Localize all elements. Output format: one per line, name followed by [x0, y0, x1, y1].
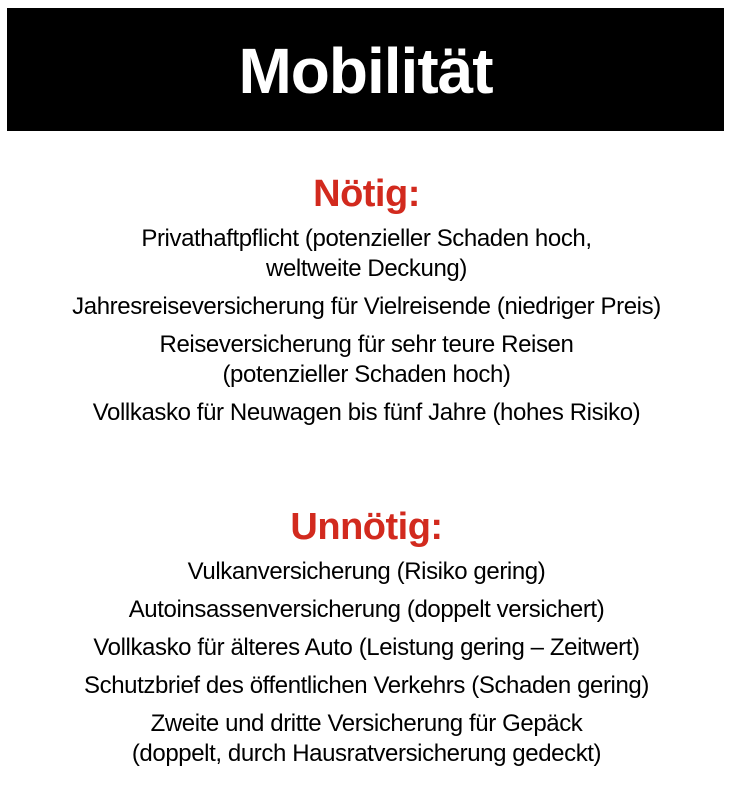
unnecessary-heading: Unnötig:: [290, 506, 443, 548]
unnecessary-item-1: [0, 557, 733, 587]
page-title: Mobilität: [238, 34, 493, 107]
unnecessary-item-2-line1: Autoinsassenversicherung (doppelt versichert): [128, 596, 605, 623]
necessary-item-3-line2: (potenzieller Schaden hoch): [222, 361, 511, 388]
unnecessary-item-4: [0, 671, 733, 701]
necessary-item-2: [0, 292, 733, 322]
unnecessary-item-1-line1: Vulkanversicherung (Risiko gering): [187, 558, 546, 585]
unnecessary-item-5: [0, 709, 733, 769]
unnecessary-item-2: [0, 595, 733, 625]
title-banner: [7, 8, 724, 131]
necessary-heading: Nötig:: [313, 173, 420, 215]
necessary-item-1-line2: weltweite Deckung): [266, 255, 467, 282]
unnecessary-item-5-line1: Zweite und dritte Versicherung für Gepäck: [150, 710, 583, 737]
unnecessary-item-5-line2: (doppelt, durch Hausratversicherung gedeckt): [131, 740, 602, 767]
necessary-section: [0, 172, 733, 428]
unnecessary-item-4-line1: Schutzbrief des öffentlichen Verkehrs (Schaden gering): [84, 672, 649, 699]
unnecessary-item-3: [0, 633, 733, 663]
unnecessary-section: [0, 505, 733, 769]
necessary-item-3-line1: Reiseversicherung für sehr teure Reisen: [159, 331, 574, 358]
necessary-item-4-line1: Vollkasko für Neuwagen bis fünf Jahre (hohes Risiko): [92, 399, 641, 426]
necessary-item-4: [0, 398, 733, 428]
unnecessary-item-3-line1: Vollkasko für älteres Auto (Leistung gering – Zeitwert): [93, 634, 640, 661]
necessary-item-1: [0, 224, 733, 284]
necessary-item-2-line1: Jahresreiseversicherung für Vielreisende (niedriger Preis): [72, 293, 661, 320]
necessary-item-1-line1: Privathaftpflicht (potenzieller Schaden hoch,: [141, 225, 592, 252]
necessary-item-3: [0, 330, 733, 390]
